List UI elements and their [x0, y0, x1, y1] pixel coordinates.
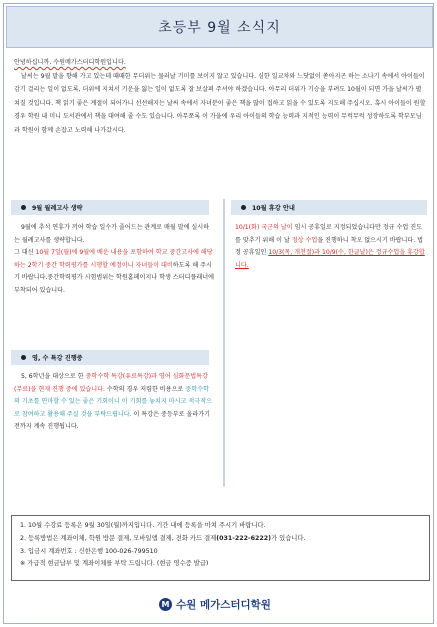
- special-teal-text: 중학수학의 기초를 연마할 수 있는 좋은 기회이니 이 기회를 놓치지 마시고 적극적으로 참여하고 활용해 주실 것을 부탁드립니다.: [14, 385, 212, 418]
- column-divider: [223, 199, 225, 486]
- page-title: 초등부 9월 소식지: [158, 20, 281, 36]
- notice-line-4: ※ 가급적 현금납부 및 계좌이체를 부탁 드립니다. (현금 영수증 발급): [20, 560, 209, 568]
- monthly-test-p2: 그 대신 10월 7일(월)에 9월에 배운 내용을 포함하여 학교 중간고사에 해당하는 2학기 중간 학력평가를 시행할 예정이니 자녀들이 대비하도록 해 주시기 바랍니다.중간학력평가 시험범위는 학원홈페이지나 학생 스터디플래너에 부착되어 있습니다.: [14, 249, 214, 294]
- section-header-special: 영, 수 특강 진행중: [11, 350, 209, 365]
- intro-paragraph: [14, 56, 427, 138]
- logo-mark-icon: M: [159, 598, 172, 611]
- special-body: [14, 371, 214, 434]
- holiday-body: [235, 222, 427, 272]
- notice-line-2: 2. 등록방법은 계좌이체, 학원 방문 결제, 모바일앱 결제, 전화 카드 결제(031-222-6222)가 있습니다.: [20, 534, 306, 542]
- intro-greeting: 안녕하십니까. 수원메가스터디학원입니다.: [14, 59, 126, 66]
- title-banner: [6, 6, 433, 48]
- holiday-closure-text: 10/3(목, 개천절)과 10/9(수, 한글날)은 정규수업을 휴강합니다.: [235, 249, 425, 269]
- payment-notice-box: [11, 515, 430, 581]
- phone-number: (031-222-6222): [216, 534, 272, 542]
- intro-body: 날씨는 9월 말을 향해 가고 있는데 때때한 무더위는 물러날 기미를 보이지 않고 있습니다. 심한 일교차와 느닷없이 쏟아지곤 하는 소나기 속에서 아이들이 감기 걸리는 일이 없도록, 더위에 지쳐서 기운을 잃는 일이 없도록 잘 보살펴 주셔야 하겠습니다. 아무리 더위가 기승을 부려도 10월이 되면 가을 날씨가 펼쳐질 것입니다. 책 읽기 좋은 계절이 되어가니 선선해지는 날씨 속에서 자녀분이 좋은 책을 많이 접하고 읽을 수 있도록 지도해 주십시오. 혹시 아이들이 원할 경우 학원 내 미니 도서관에서 책을 대여해 줄 수도 있습니다. 아무쪼록 이 가을에 우리 아이들의 학습 능력과 지적인 능력이 무럭무럭 성장하도록 학부모님과 학원이 함께 손잡고 노력해 나가갔시다.: [14, 72, 426, 134]
- academy-name: 수원 메가스터디학원: [176, 599, 271, 611]
- special-highlight: 중학수학 특강(유료특강)과 영어 심화문법특강(무료)을 현재 진행 중에 있습니다.: [14, 373, 208, 393]
- monthly-test-p1: 9월에 추석 연휴가 끼어 학습 일수가 줄어드는 관계로 매월 말에 실시하는 월례고사를 생략합니다.: [14, 224, 210, 244]
- monthly-test-highlight: 10월 7일(월)에 9월에 배운 내용을 포함하여 학교 중간고사에 해당하는 2학기 중간 학력평가를 시행할 예정이니 자녀들이 대비: [14, 249, 213, 269]
- monthly-test-body: [14, 222, 214, 298]
- newsletter-page: [3, 3, 434, 624]
- bullet-icon: [21, 355, 26, 360]
- section-header-holiday: 10월 휴강 안내: [231, 200, 427, 215]
- bullet-icon: [241, 205, 246, 210]
- notice-line-3: 3. 입금시 계좌번호 : 신한은행 100-026-799510: [20, 547, 158, 555]
- academy-logo: [159, 597, 271, 612]
- notice-line-1: 1. 10월 수강료 등록은 9월 30일(월)까지입니다. 기간 내에 등록을 마쳐 주시기 바랍니다.: [20, 522, 266, 529]
- special-paragraph: 5, 6학년을 대상으로 한 중학수학 특강(유료특강)과 영어 심화문법특강(무료)을 현재 진행 중에 있습니다. 수학의 경우 저렴한 비용으로 중학수학의 기초를 연마할 수 있는 좋은 기회이니 이 기회를 놓치지 마시고 적극적으로 참여하고 활용해 주실 것을 부탁드립니다. 이 특강은 중등부로 올라가기 전까지 계속 진행됩니다.: [14, 373, 212, 431]
- section-header-monthly-test: 9월 월례고사 생략: [11, 200, 209, 215]
- bullet-icon: [21, 205, 26, 210]
- holiday-paragraph: 10/1(화) 국군의 날이 임시 공휴일로 지정되었습니다만 정규 수업 진도를 맞추기 위해 이 날 정상 수업을 진행하니 착오 없으시기 바랍니다. 법정 공휴일인 10/3(목, 개천절)과 10/9(수, 한글날)은 정규수업을 휴강합니다.: [235, 224, 425, 269]
